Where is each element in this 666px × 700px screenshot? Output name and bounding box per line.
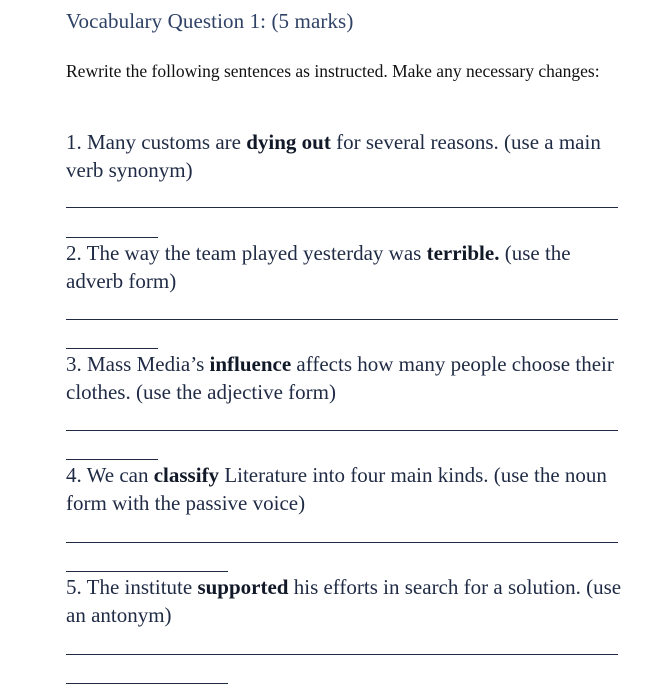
question-2 <box>66 239 626 295</box>
answer-line-continuation[interactable] <box>66 459 158 460</box>
answer-line-continuation[interactable] <box>66 571 228 572</box>
question-text-after: his efforts in search for a solution. (use an antonym) <box>66 575 622 627</box>
question-number: 5. <box>66 575 82 599</box>
question-text-before: Many customs are <box>87 130 241 154</box>
question-text-after: for several reasons. (use a main verb synonym) <box>66 130 601 182</box>
question-3 <box>66 350 626 406</box>
question-text-before: We can <box>86 463 149 487</box>
question-keyword: influence <box>209 352 292 376</box>
question-text-after: Literature into four main kinds. (use the noun form with the passive voice) <box>66 463 607 515</box>
question-number: 3. <box>66 352 82 376</box>
answer-line[interactable] <box>66 654 618 655</box>
question-text-before: The institute <box>86 575 193 599</box>
question-keyword: dying out <box>246 130 331 154</box>
question-text-after: (use the adverb form) <box>66 241 571 293</box>
question-number: 2. <box>66 241 82 265</box>
question-number: 1. <box>66 130 82 154</box>
question-keyword: supported <box>197 575 289 599</box>
question-text-before: The way the team played yesterday was <box>86 241 422 265</box>
answer-line[interactable] <box>66 542 618 543</box>
question-keyword: classify <box>153 463 220 487</box>
answer-line[interactable] <box>66 319 618 320</box>
answer-line-continuation[interactable] <box>66 348 158 349</box>
question-text-before: Mass Media’s <box>87 352 205 376</box>
question-keyword: terrible. <box>426 241 500 265</box>
answer-line-continuation[interactable] <box>66 237 158 238</box>
answer-line-continuation[interactable] <box>66 683 228 684</box>
page-title: Vocabulary Question 1: (5 marks) <box>66 9 354 33</box>
question-number: 4. <box>66 463 82 487</box>
question-5 <box>66 573 626 629</box>
question-4 <box>66 461 626 517</box>
question-text-after: affects how many people choose their clothes. (use the adjective form) <box>66 352 614 404</box>
answer-line[interactable] <box>66 430 618 431</box>
answer-line[interactable] <box>66 207 618 208</box>
instructions-text: Rewrite the following sentences as instructed. Make any necessary changes: <box>66 61 600 81</box>
question-1 <box>66 128 626 184</box>
